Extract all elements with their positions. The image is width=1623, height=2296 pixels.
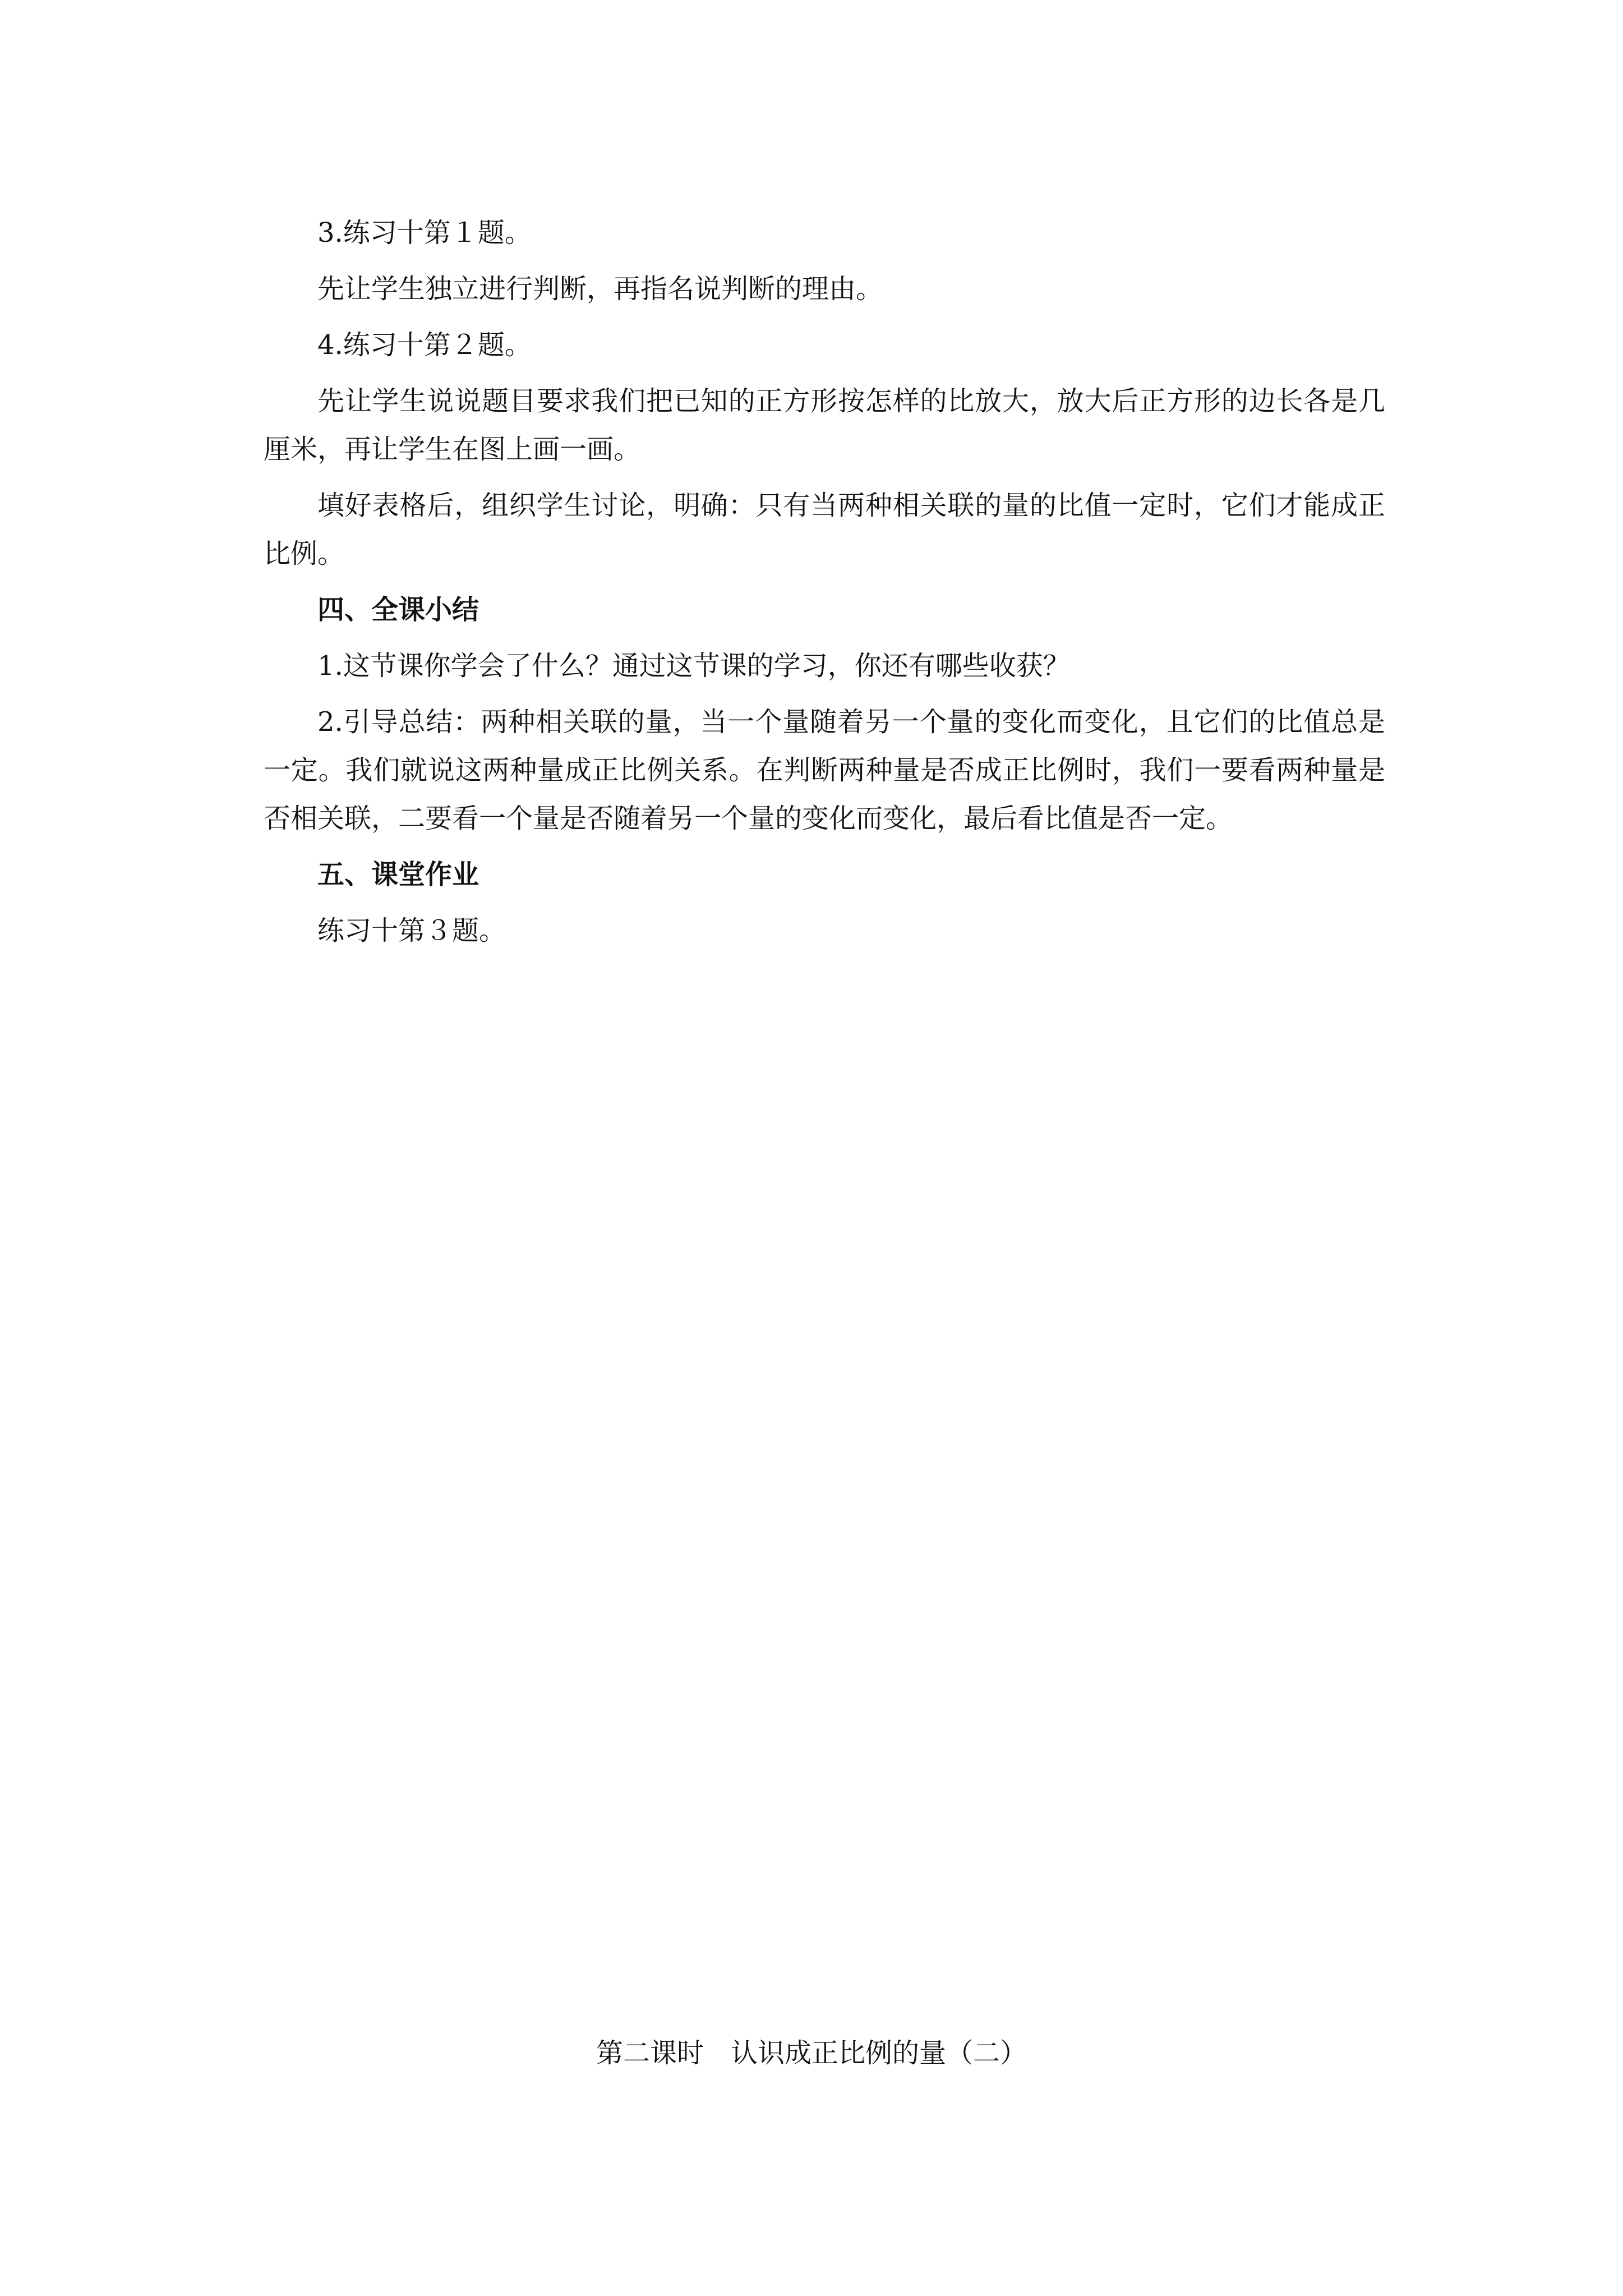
paragraph-exercise-3: 3.练习十第１题。 (317, 217, 532, 249)
document-body (264, 209, 1385, 963)
paragraph-exercise-4-note: 先让学生说说题目要求我们把已知的正方形按怎样的比放大，放大后正方形的边长各是几厘米，再让学生在图上画一画。 (264, 385, 1385, 465)
section-heading-homework: 五、课堂作业 (317, 859, 479, 890)
paragraph-summary-1: 1.这节课你学会了什么？通过这节课的学习，你还有哪些收获？ (317, 650, 1070, 682)
paragraph-exercise-4: 4.练习十第２题。 (317, 329, 532, 361)
paragraph-exercise-3-note: 先让学生独立进行判断，再指名说判断的理由。 (317, 273, 883, 305)
next-lesson-title: 第二课时 认识成正比例的量（二） (596, 2037, 1027, 2069)
paragraph-homework: 练习十第３题。 (317, 915, 506, 946)
section-heading-summary: 四、全课小结 (317, 594, 479, 625)
paragraph-table-discussion: 填好表格后，组织学生讨论，明确：只有当两种相关联的量的比值一定时，它们才能成正比例。 (264, 490, 1385, 569)
paragraph-summary-2: 2.引导总结：两种相关联的量，当一个量随着另一个量的变化而变化，且它们的比值总是一定。我们就说这两种量成正比例关系。在判断两种量是否成正比例时，我们一要看两种量是否相关联，二要看一个量是否随着另一个量的变化而变化，最后看比值是否一定。 (264, 706, 1385, 834)
